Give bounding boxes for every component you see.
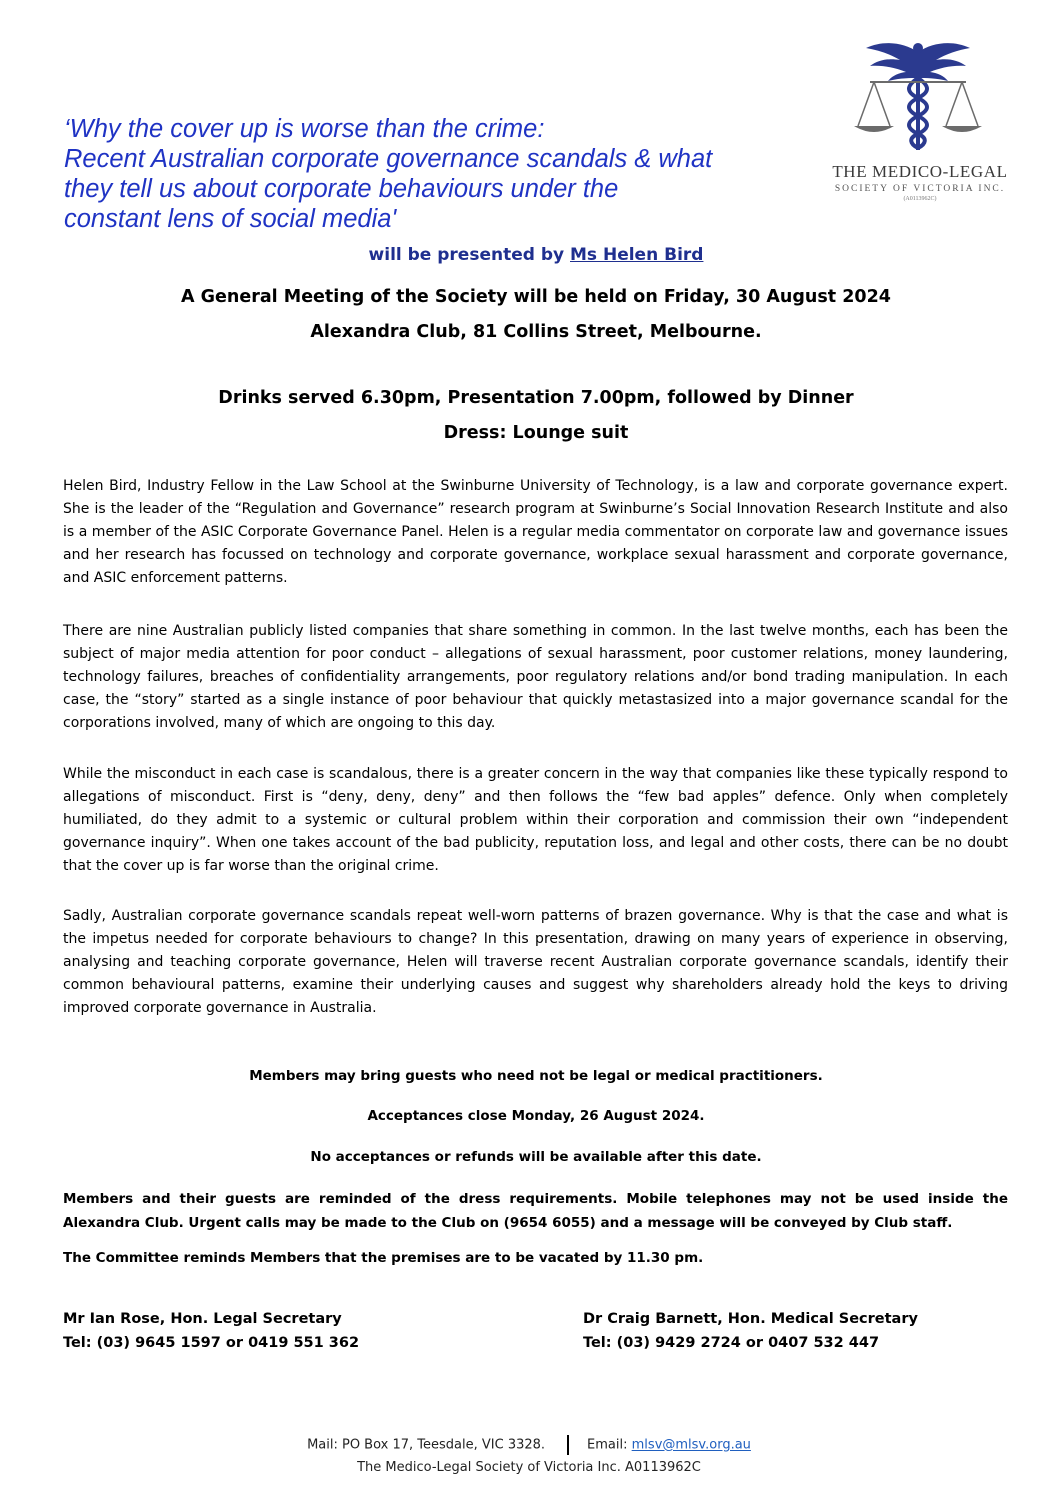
dress-code: Dress: Lounge suit	[443, 423, 629, 443]
talk-title	[64, 114, 804, 234]
paragraph-companies: There are nine Australian publicly listed companies that share something in common. In the last twelve months, each has been the subject of major media attention for poor conduct – allegations of sexual harassment, poor customer relations, money laundering, technology failures, breaches of confidentiality arrangements, poor regulatory relations and/or bond trading manipulation. In each case, the “story” started as a single instance of poor behaviour that quickly metastasized into a major governance scandal for the corporations involved, many of which are ongoing to this day.	[63, 623, 1008, 731]
caduceus-scales-icon	[848, 38, 988, 158]
footer-society: The Medico-Legal Society of Victoria Inc. A0113962C	[357, 1460, 701, 1475]
contact-medical-secretary	[583, 1307, 918, 1355]
contact-phone: Tel: (03) 9429 2724 or 0407 532 447	[583, 1335, 880, 1351]
footer-contact	[0, 1435, 1058, 1455]
notice-vacate: The Committee reminds Members that the premises are to be vacated by 11.30 pm.	[63, 1250, 704, 1266]
presenter-line	[0, 245, 1058, 265]
contact-name: Mr Ian Rose, Hon. Legal Secretary	[63, 1311, 342, 1327]
society-subtitle: SOCIETY OF VICTORIA INC.	[834, 184, 1006, 194]
footer-mail: Mail: PO Box 17, Teesdale, VIC 3328.	[307, 1437, 546, 1453]
contact-legal-secretary	[63, 1307, 359, 1355]
notice-dress: Members and their guests are reminded of the dress requirements. Mobile telephones may not be used inside the Alexandra Club. Urgent calls may be made to the Club on (9654 6055) and a message will be conveyed by Club staff.	[63, 1191, 1008, 1231]
meeting-schedule: Drinks served 6.30pm, Presentation 7.00pm, followed by Dinner	[218, 388, 854, 408]
notice-guests: Members may bring guests who need not be legal or medical practitioners.	[249, 1068, 823, 1084]
notice-acceptances: Acceptances close Monday, 26 August 2024.	[367, 1108, 705, 1124]
paragraph-bio: Helen Bird, Industry Fellow in the Law School at the Swinburne University of Technology, is a law and corporate governance expert. She is the leader of the “Regulation and Governance” research program at Swinburne’s Social Innovation Research Institute and also is a member of the ASIC Corporate Governance Panel. Helen is a regular media commentator on corporate law and governance issues and her research has focussed on technology and corporate governance, workplace sexual harassment and corporate governance, and ASIC enforcement patterns.	[63, 478, 1008, 586]
paragraph-presentation: Sadly, Australian corporate governance scandals repeat well-worn patterns of brazen governance. Why is that the case and what is the impetus needed for corporate behaviours to change? In this presentation, drawing on many years of experience in observing, analysing and teaching corporate governance, Helen will traverse recent Australian corporate governance scandals, identify their common behavioural patterns, examine their underlying causes and suggest why shareholders already hold the keys to driving improved corporate governance in Australia.	[63, 908, 1008, 1016]
presenter-prefix: will be presented by	[368, 245, 565, 265]
footer-email-link[interactable]: mlsv@mlsv.org.au	[631, 1437, 751, 1453]
presenter-name-link[interactable]: Ms Helen Bird	[570, 245, 704, 265]
society-name: THE MEDICO-LEGAL	[832, 162, 1008, 181]
meeting-venue: Alexandra Club, 81 Collins Street, Melbourne.	[310, 322, 762, 342]
title-line: constant lens of social media'	[64, 205, 397, 233]
footer-divider	[567, 1435, 569, 1455]
notice-refunds: No acceptances or refunds will be available after this date.	[310, 1149, 762, 1165]
title-line: they tell us about corporate behaviours under the	[64, 175, 619, 203]
society-number: (A0113962C)	[903, 196, 937, 202]
title-line: ‘Why the cover up is worse than the crime:	[64, 115, 545, 143]
contact-phone: Tel: (03) 9645 1597 or 0419 551 362	[63, 1335, 360, 1351]
contact-name: Dr Craig Barnett, Hon. Medical Secretary	[583, 1311, 918, 1327]
footer-email-label: Email:	[587, 1437, 628, 1453]
meeting-date: A General Meeting of the Society will be held on Friday, 30 August 2024	[181, 287, 891, 307]
paragraph-misconduct: While the misconduct in each case is scandalous, there is a greater concern in the way that companies like these typically respond to allegations of misconduct. First is “deny, deny, deny” and then follows the “few bad apples” defence. Only when completely humiliated, do they admit to a systemic or cultural problem within their corporation and commission their own “independent governance inquiry”. When one takes account of the bad publicity, reputation loss, and legal and other costs, there can be no doubt that the cover up is far worse than the original crime.	[63, 766, 1008, 874]
title-line: Recent Australian corporate governance scandals & what	[64, 145, 713, 173]
society-logo	[820, 38, 1020, 213]
